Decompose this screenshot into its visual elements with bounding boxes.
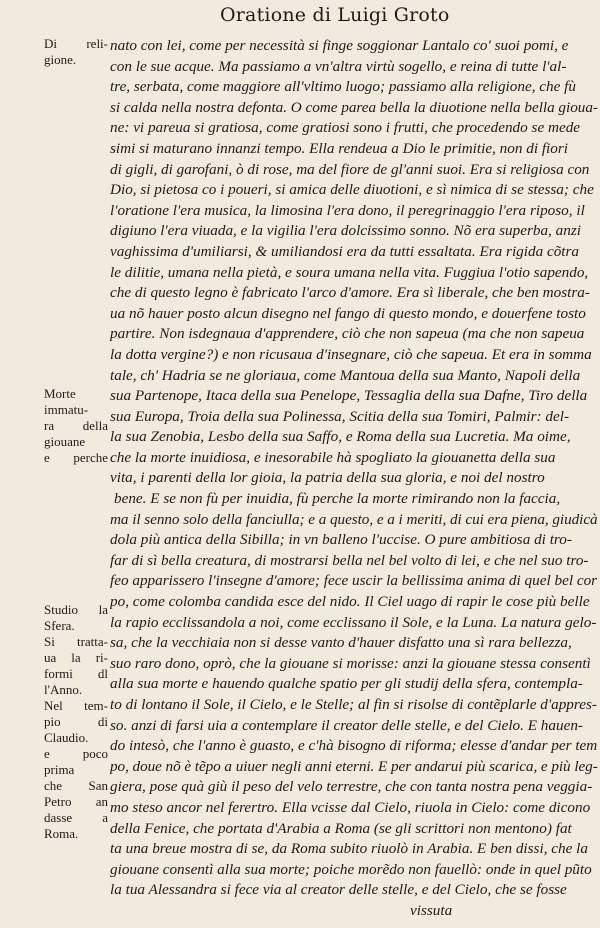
margin-note-line: che San [44, 778, 108, 793]
margin-note-religion [44, 36, 108, 68]
margin-note-line: Morte [44, 386, 76, 401]
margin-note-line: pio di [44, 714, 108, 729]
text-line: bene. E se non fù per inuidia, fù perche la morte rimirando non la faccia, [114, 490, 561, 508]
margin-note-line: Sfera. [44, 618, 75, 633]
text-line: le dilitie, umana nella pietà, e soura umana nella vita. Fuggiua l'otio sapendo, [110, 263, 589, 281]
text-line: vissuta [410, 901, 453, 919]
text-line: ne: vi pareua si gratiosa, come gratiosi sono i frutti, che procedendo se mede [110, 119, 581, 137]
text-line: vaghissima d'umiliarsi, & umiliandosi era da tutti essaltata. Era rigida cõtra [110, 242, 580, 260]
text-line: sua Europa, Troia della sua Polinessa, Scitia della sua Tomiri, Palmir: del- [110, 407, 570, 425]
margin-note-line: e poco [44, 746, 108, 761]
margin-note-line: giouane [44, 434, 86, 449]
margin-note-line: Studio la [44, 602, 108, 617]
text-line: po, come colomba candida esce del nido. Il Ciel uago di rapir le cose più belle [110, 593, 590, 611]
margin-note-line: ua la ri- [44, 650, 108, 665]
margin-note-line: prima [44, 762, 75, 777]
margin-note-line: Claudio. [44, 730, 89, 745]
text-line: alla sua morte e hauendo qualche spatio per gli studij della sfera, contempla- [110, 675, 583, 693]
margin-note-death [44, 386, 108, 466]
text-line: ma il senno solo della fanciulla; e a questo, e a i meriti, di cui era piena, giudicà [110, 510, 598, 528]
text-line: vita, i parenti della lor gioia, la patria della sua gloria, e noi del nostro [110, 469, 545, 487]
margin-note-line: Petro an [44, 794, 108, 809]
running-header: Oratione di Luigi Groto [220, 4, 450, 26]
text-line: la tua Alessandra si fece via al creator delle stelle, e del Cielo, che se fosse [110, 881, 567, 899]
text-line: sa, che la vecchiaia non si desse vanto d'hauer disfatto una sì rara bellezza, [110, 634, 572, 652]
text-line: mo steso ancor nel ferertro. Ella vcisse dal Cielo, riuola in Cielo: come dicono [110, 798, 591, 816]
text-line: giera, pose quà giù il peso del velo terrestre, che con tanta nostra pena veggia- [110, 778, 593, 796]
text-line: partire. Non isdegnaua d'apprendere, ciò che non sapeua (ma che non sapeua [110, 325, 585, 343]
margin-note-line: dasse a [44, 810, 108, 825]
text-line: la dotta vergine?) e non ricusaua d'insegnare, ciò che sapeua. Et era in somma [110, 345, 592, 363]
text-line: far di sì bella creatura, di mostrarsi bella nel bel volto di lei, e che nel suo tro- [110, 551, 589, 569]
text-line: la sua Zenobia, Lesbo della sua Saffo, e Roma della sua Lucretia. Ma oime, [110, 428, 571, 446]
text-line: tre, serbata, come maggiore all'vltimo luogo; passiamo alla religione, che fù [110, 78, 576, 96]
text-line: suo raro dono, oprò, che la giouane si morisse: anzi la giouane stessa consentì [110, 654, 591, 672]
margin-note-line: formi dl [44, 666, 108, 681]
margin-note-line: Nel tem- [44, 698, 108, 713]
text-line: digiuno l'era viuada, e la vigilia l'era dolcissimo sonno. Nõ era superba, anzi [110, 222, 581, 240]
margin-note-line: immatu- [44, 402, 89, 417]
text-line: to di lontano il Sole, il Cielo, e le Stelle; al fin si risolse di contẽplarle d'appres- [110, 696, 597, 713]
text-line: si calda nella nostra defonta. O come parea bella la diuotione nella bella gioua- [110, 98, 598, 116]
margin-note-line: l'Anno. [44, 682, 83, 697]
margin-note-line: e perche [44, 450, 108, 465]
text-line: che di questo legno è fabricato l'arco d'amore. Era sì liberale, che ben mostra- [110, 284, 590, 302]
text-line: feo apparissero l'insegne d'amore; fece uscir la bellissima anima di quel bel cor [110, 572, 598, 590]
text-line: sua Partenope, Itaca della sua Penelope, Tessaglia della sua Dafne, Tiro della [110, 387, 588, 405]
text-line: della Fenice, che portata d'Arabia a Roma (se gli scrittori non mentono) fat [110, 819, 572, 837]
text-line: con le sue acque. Ma passiamo a vn'altra virtù sogello, e reina di tutte l'al- [110, 57, 567, 75]
text-line: ta una breue mostra di se, da Roma subito riuolò in Arabia. E ben dissi, che la [110, 840, 588, 858]
text-line: simi si maturano innanzi tempo. Ella rendeua a Dio le primitie, non di fiori [110, 139, 569, 157]
text-line: ua nõ hauer posto alcun disegno nel fango di questo mondo, e douerfene tosto [110, 304, 586, 322]
text-line: do intesò, che l'anno è guasto, e c'hà bisogno di riforma; elesse d'andar per tem [110, 737, 598, 755]
text-line: giouane consentì alla sua morte; poiche morẽdo non fauellò: onde in quel pũto [110, 860, 592, 878]
text-line: tale, ch' Hadria se ne gloriaua, come Mantoua della sua Manto, Napoli della [110, 366, 581, 384]
margin-note-sphere [44, 602, 108, 842]
margin-note-line: Di reli- [44, 36, 108, 51]
text-line: la rapio ecclissandola a noi, come ecclissano il Sole, e la Luna. La natura gelo- [110, 613, 597, 631]
text-line: so. anzi di farsi uia a contemplare il creator delle stelle, e del Cielo. E hauen- [110, 716, 583, 734]
text-line: che la morte inuidiosa, e inesorabile hà spogliato la giouanetta della sua [110, 448, 556, 466]
margin-note-line: gione. [44, 52, 77, 67]
text-line: Dio, si pietosa co i poueri, si amica delle diuotioni, e sì nimica di se stessa; che [110, 181, 594, 199]
text-line: l'oratione l'era musica, la limosina l'era dono, il peregrinaggio l'era riposo, il [110, 201, 585, 219]
margin-note-line: Si tratta- [44, 634, 108, 649]
text-line: di gigli, di garofani, ò di rose, ma del fiore de gl'anni suoi. Era si religiosa con [110, 160, 590, 178]
text-line: nato con lei, come per necessità si finge soggionar Lantalo co' suoi pomi, e [110, 37, 569, 54]
margin-note-line: ra della [44, 418, 108, 433]
margin-note-line: Roma. [44, 826, 79, 841]
body-text [110, 36, 598, 922]
text-line: po, doue nõ è tẽpo a uiuer negli anni eterni. E per andarui più scarica, e più leg- [110, 757, 598, 775]
text-line: dola più antica della Sibilla; in vn balleno l'uccise. O pure ambitiosa di tro- [110, 531, 572, 549]
